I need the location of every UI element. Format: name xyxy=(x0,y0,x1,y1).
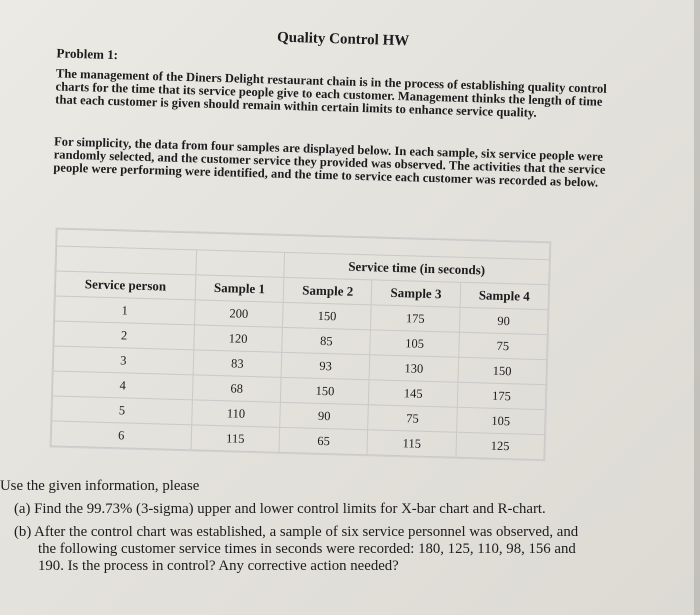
question-b-line-2: the following customer service times in seconds were recorded: 180, 125, 110, 98, 156 and xyxy=(38,541,576,557)
group-header: Service time (in seconds) xyxy=(284,252,549,284)
table-row: 4 68 150 145 175 xyxy=(52,371,546,410)
page-edge-shadow xyxy=(694,0,700,615)
paragraph-1: The management of the Diners Delight restaurant chain is in the process of establishing quality control charts for the time that its service people give to each customer. Management thinks the length of time that each customer is given should remain within certain limits to enhance service quality. xyxy=(55,66,607,120)
problem-label: Problem 1: xyxy=(56,45,119,63)
page-title: Quality Control HW xyxy=(276,29,410,50)
question-b-line-1: (b) After the control chart was established, a sample of six service personnel was observed, and xyxy=(14,524,579,540)
question-a: (a) Find the 99.73% (3-sigma) upper and lower control limits for X-bar chart and R-chart. xyxy=(14,501,546,517)
table-row: 6 115 65 115 125 xyxy=(51,421,545,460)
table-row: 3 83 93 130 150 xyxy=(53,346,547,385)
questions-section xyxy=(0,478,690,575)
header-sample-3: Sample 3 xyxy=(372,280,461,307)
table-row: 5 110 90 75 105 xyxy=(52,396,546,435)
paragraph-2: For simplicity, the data from four samples are displayed below. In each sample, six service people were randomly selected, and the customer service they provided was observed. The activities that the service people were performing were identified, and the time to service each customer was recorded as below. xyxy=(53,134,606,190)
header-sample-4: Sample 4 xyxy=(460,282,549,309)
table-row: 2 120 85 105 75 xyxy=(54,321,548,360)
header-sample-2: Sample 2 xyxy=(283,277,372,304)
header-service-person: Service person xyxy=(55,271,195,300)
service-time-table xyxy=(50,227,552,461)
header-sample-1: Sample 1 xyxy=(195,275,284,302)
questions-intro: Use the given information, please xyxy=(0,478,200,494)
table-row: 1 200 150 175 90 xyxy=(55,296,549,335)
question-b-line-3: 190. Is the process in control? Any corrective action needed? xyxy=(38,558,399,574)
